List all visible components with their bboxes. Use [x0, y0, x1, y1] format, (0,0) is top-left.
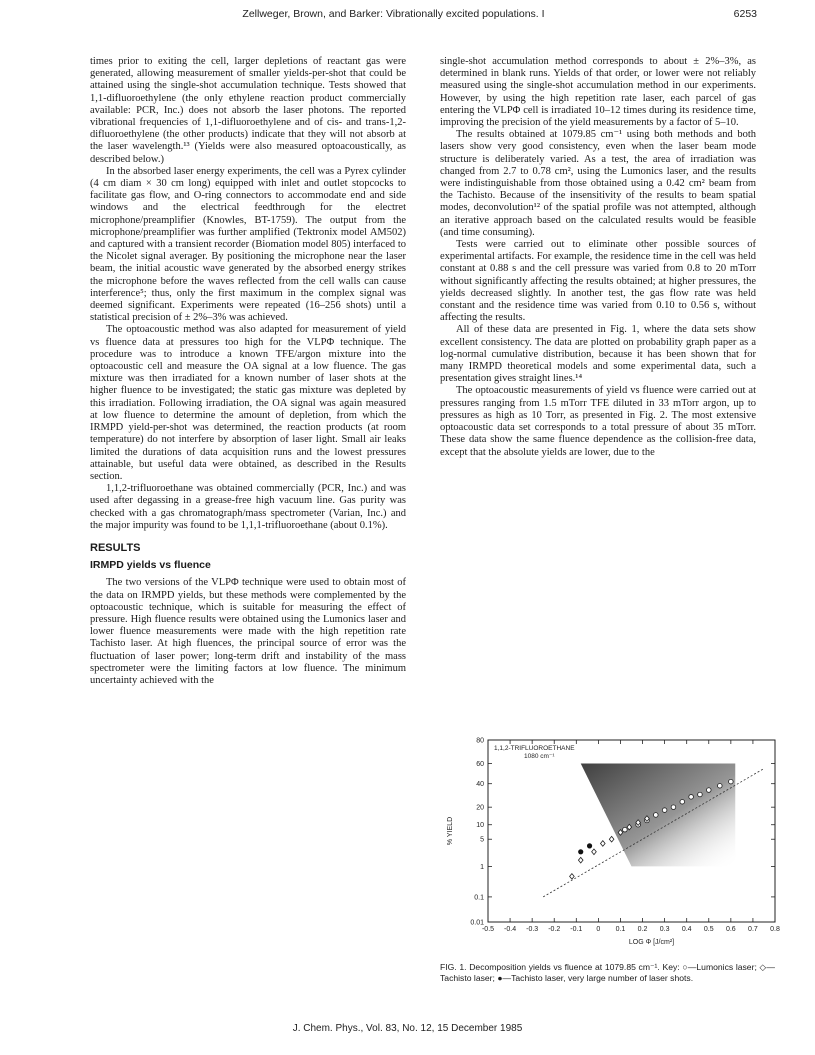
- subsection-heading: IRMPD yields vs fluence: [90, 559, 211, 572]
- paragraph: The optoacoustic measurements of yield vs fluence were carried out at pressures ranging from 1.5 mTorr TFE diluted in 33 mTorr argon, up to pressures as high as 10 Torr, as presented in Fig. 2. The most extensive optoacoustic data set corresponds to a total pressure of about 35 mTorr. These data show the same fluence dependence as the collision-free data, except that the absolute yields are lower, due to the: [440, 385, 756, 458]
- y-tick-label: 5: [480, 836, 484, 844]
- right-column: [440, 56, 756, 459]
- data-point-lumonics: [729, 779, 734, 784]
- data-point-tachisto-many-shots: [578, 849, 583, 854]
- y-tick-label: 10: [476, 822, 484, 830]
- x-tick-label: 0.4: [681, 926, 692, 933]
- running-header: [90, 8, 757, 26]
- y-tick-label: 20: [476, 804, 484, 812]
- x-tick-label: 0.7: [748, 926, 758, 933]
- data-point-lumonics: [680, 799, 685, 804]
- data-point-tachisto: [570, 874, 575, 880]
- data-point-tachisto: [601, 841, 606, 847]
- x-tick-label: 0.6: [725, 926, 736, 933]
- chart-subtitle: 1080 cm⁻¹: [524, 753, 555, 760]
- data-point-tachisto: [592, 849, 597, 855]
- y-tick-label: 40: [476, 781, 484, 789]
- left-column: [90, 56, 406, 687]
- y-axis-label: % YIELD: [447, 816, 454, 846]
- x-tick-label: 0.8: [770, 926, 780, 933]
- x-tick-label: 0.1: [615, 926, 626, 933]
- figure-caption: FIG. 1. Decomposition yields vs fluence at 1079.85 cm⁻¹. Key: ○—Lumonics laser; ◇—Tachisto laser; ●—Tachisto laser, very large number of laser shots.: [440, 962, 775, 983]
- data-point-lumonics: [662, 808, 667, 813]
- running-head: Zellweger, Brown, and Barker: Vibrationally excited populations. I: [242, 8, 545, 20]
- page-number: 6253: [733, 8, 757, 20]
- data-point-lumonics: [623, 827, 628, 832]
- x-tick-label: -0.1: [570, 926, 583, 933]
- yield-vs-fluence-chart: [440, 734, 785, 959]
- y-tick-label: 0.1: [474, 894, 484, 902]
- y-tick-label: 80: [476, 737, 484, 745]
- chart-title: 1,1,2-TRIFLUOROETHANE: [494, 745, 575, 752]
- paragraph: All of these data are presented in Fig. 1, where the data sets show excellent consistency. The data are plotted on probability graph paper as a log-normal cumulative distribution, because it has been shown that for many IRMPD theoretical models and some experimental data, such a presentation gives straight lines.¹⁴: [440, 324, 756, 385]
- data-point-tachisto: [578, 857, 583, 863]
- paragraph: single-shot accumulation method corresponds to about ± 2%–3%, as determined in blank runs. Yields of that order, or lower were not reliably measured using the single-shot accumulation method in our experiments. However, by using the high repetition rate laser, each parcel of gas entering the VLPΦ cell is irradiated 10–12 times during its residence time, improving the precision of the yield measurements by a factor of 5–10.: [440, 56, 756, 129]
- x-tick-label: -0.3: [526, 926, 539, 933]
- x-tick-label: 0.3: [659, 926, 670, 933]
- y-tick-label: 1: [480, 863, 484, 871]
- x-tick-label: -0.2: [548, 926, 561, 933]
- paragraph: 1,1,2-trifluoroethane was obtained commercially (PCR, Inc.) and was used after degassing in a grease-free high vacuum line. Gas purity was checked with a gas chromatograph/mass spectrometer (Varian, Inc.) and the major impurity was found to be 1,1,1-trifluoroethane (about 0.1%).: [90, 483, 406, 531]
- x-tick-label: -0.5: [481, 926, 495, 933]
- x-tick-label: -0.4: [504, 926, 517, 933]
- data-point-tachisto-many-shots: [587, 843, 592, 848]
- paragraph: Tests were carried out to eliminate other possible sources of experimental artifacts. For example, the residence time in the cell was held constant at 0.88 s and the cell pressure was varied from 0.8 to 20 mTorr without significantly affecting the results obtained; at higher pressures, the yields decreased slightly. In another test, the gas flow rate was held constant and the residence time was varied from 0.10 to 0.56 s, without affecting the results.: [440, 239, 756, 324]
- paragraph: The results obtained at 1079.85 cm⁻¹ using both methods and both lasers show very good consistency, even when the laser beam mode structure is deliberately varied. As a test, the area of irradiation was changed from 2.7 to 0.78 cm², using the Lumonics laser, and the results were indistinguishable from those obtained using a 0.42 cm² beam from the Tachisto. Because of the insensitivity of the results to beam spatial modes, deconvolution¹² of the spatial profile was not attempted, although an iterative approach based on the calculated results would be feasible (and time consuming).: [440, 129, 756, 238]
- section-heading: RESULTS: [90, 541, 141, 554]
- y-tick-label: 0.01: [470, 919, 484, 927]
- y-tick-label: 60: [476, 760, 484, 768]
- x-tick-label: 0: [596, 926, 601, 933]
- journal-footer: J. Chem. Phys., Vol. 83, No. 12, 15 December 1985: [292, 1023, 523, 1034]
- data-point-lumonics: [653, 813, 658, 818]
- x-tick-label: 0.2: [637, 926, 648, 933]
- paragraph: times prior to exiting the cell, larger depletions of reactant gas were generated, allowing measurement of smaller yields-per-shot that could be attained using the single-shot accumulation technique. Tests showed that 1,1-difluoroethylene (the only ethylene reaction product commercially available: PCR, Inc.) does not absorb the laser photons. The reported vibrational frequencies of 1,1-difluoroethylene and of cis- and trans-1,2-difluoroethylene (the other products) indicate that they will not absorb at the laser wavelength.¹³ (Yields were also measured optoacoustically, as described below.): [90, 56, 406, 165]
- data-point-lumonics: [698, 792, 703, 797]
- data-point-lumonics: [689, 795, 694, 800]
- x-tick-label: 0.5: [703, 926, 714, 933]
- paragraph: The two versions of the VLPΦ technique were used to obtain most of the data on IRMPD yields, but these methods were complemented by the optoacoustic technique, which is suitable for measuring the effect of pressure. High fluence results were obtained using the Lumonics laser and lower fluence measurements were made with the high repetition rate Tachisto laser. At high fluences, the principal source of error was the fluctuation of laser power; long-term drift and instability of the mass spectrometer were the limiting factors at low fluence. The minimum uncertainty achieved with the: [90, 577, 406, 686]
- data-point-lumonics: [671, 805, 676, 810]
- x-axis-label: LOG Φ [J/cm²]: [628, 939, 675, 946]
- data-point-lumonics: [718, 783, 723, 788]
- paragraph: In the absorbed laser energy experiments, the cell was a Pyrex cylinder (4 cm diam × 30 cm long) equipped with inlet and outlet stopcocks to facilitate gas flow, and O-ring connectors to accommodate end and side windows and the electrical feedthrough for the electret microphone/preamplifier (Knowles, BT-1759). The output from the microphone/preamplifier was further amplified (Tektronix model AM502) and captured with a transient recorder (Biomation model 805) interfaced to the Nicolet signal averager. By positioning the microphone near the laser beam, the initial acoustic wave generated by the absorbed energy strikes the microphone before the waves reflected from the cell walls can cause interference⁵; thus, only the first maximum in the complex signal was deemed significant. Experiments were repeated (16–256 shots) until a statistical precision of ± 2%–3% was achieved.: [90, 165, 406, 324]
- figure-1: [440, 734, 785, 959]
- paragraph: The optoacoustic method was also adapted for measurement of yield vs fluence data at pressures too high for the VLPΦ technique. The procedure was to introduce a known TFE/argon mixture into the optoacoustic cell and measure the OA signal at a low fluence. The gas mixture was then irradiated for a known number of laser shots at the higher fluence to be investigated; the static gas mixture was depleted by this irradiation. Following irradiation, the OA signal was again measured at low fluence to determine the amount of depletion, from which the IRMPD yield-per-shot was determined, the reaction products (at room temperature) do not interfere by absorption of laser light. Small air leaks limited the durations of data acquisition runs and the lowest pressures attainable, but useful data were obtained, as described in the Results section.: [90, 324, 406, 482]
- data-point-lumonics: [706, 788, 711, 793]
- data-point-tachisto: [609, 836, 614, 842]
